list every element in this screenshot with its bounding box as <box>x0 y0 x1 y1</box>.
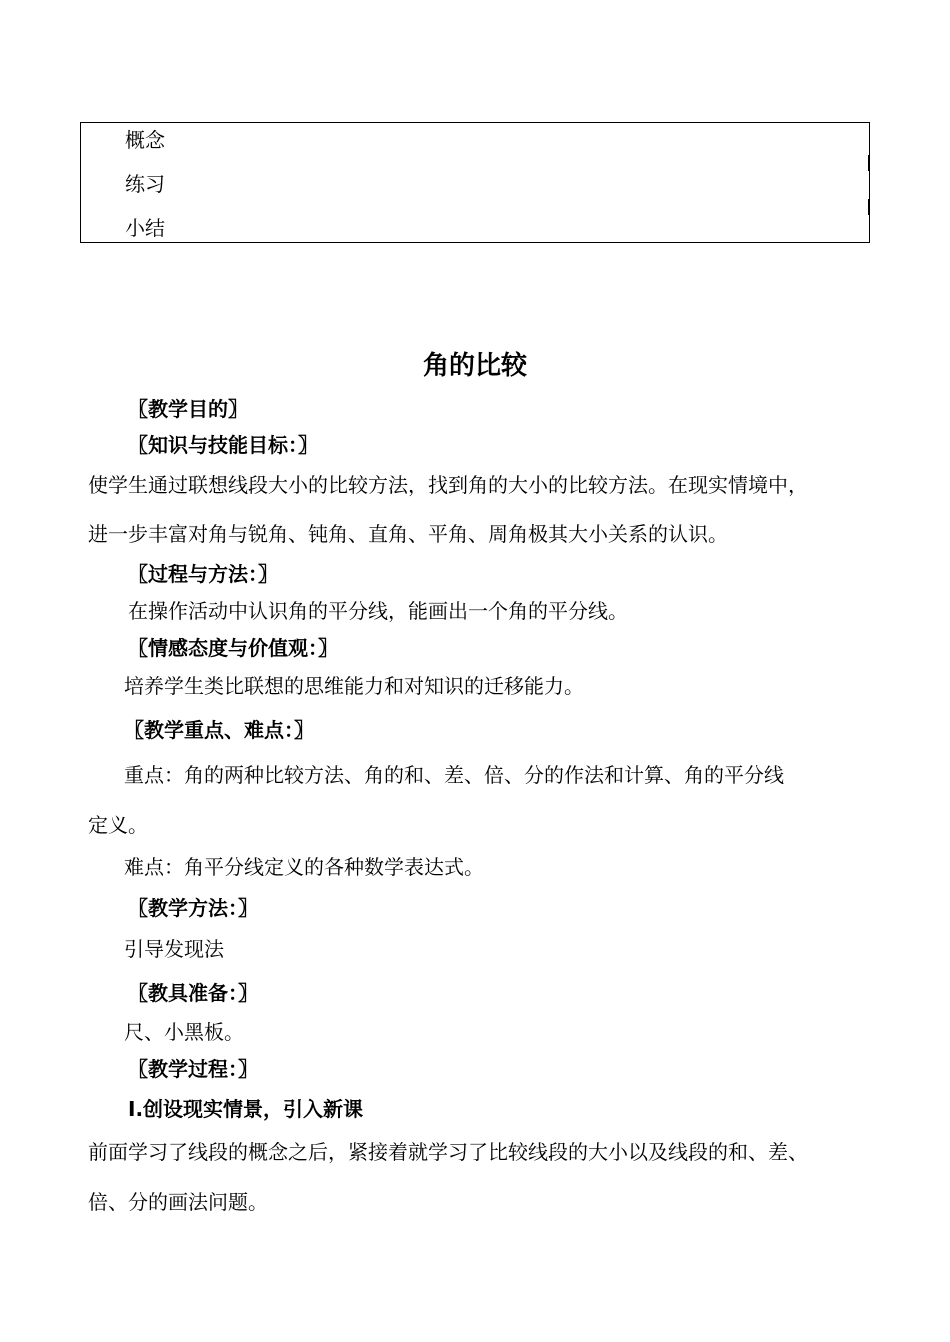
tools-heading: 〖教具准备：〗 <box>128 981 258 1005</box>
border-mark <box>868 199 870 215</box>
procedure-heading: 〖教学过程：〗 <box>128 1057 258 1081</box>
outline-item-exercise: 练习 <box>125 172 165 196</box>
difficulty-text: 难点：角平分线定义的各种数学表达式。 <box>124 855 484 879</box>
outline-item-summary: 小结 <box>125 216 165 240</box>
knowledge-text-line-1: 使学生通过联想线段大小的比较方法，找到角的大小的比较方法。在现实情境中， <box>88 473 808 497</box>
outline-box <box>80 122 870 243</box>
section1-text-line-1: 前面学习了线段的概念之后，紧接着就学习了比较线段的大小以及线段的和、差、 <box>88 1140 808 1164</box>
border-mark <box>868 155 870 171</box>
page-title: 角的比较 <box>422 351 527 381</box>
emotion-heading: 〖情感态度与价值观：〗 <box>128 636 338 660</box>
keypoints-text-line-1: 重点：角的两种比较方法、角的和、差、倍、分的作法和计算、角的平分线 <box>124 763 784 787</box>
outline-item-concept: 概念 <box>125 128 165 152</box>
keypoints-text-line-2: 定义。 <box>88 813 148 837</box>
knowledge-heading: 〖知识与技能目标：〗 <box>128 433 318 457</box>
emotion-text: 培养学生类比联想的思维能力和对知识的迁移能力。 <box>124 674 584 698</box>
process-text: 在操作活动中认识角的平分线，能画出一个角的平分线。 <box>128 599 628 623</box>
tools-text: 尺、小黑板。 <box>124 1020 244 1044</box>
section1-heading: Ⅰ.创设现实情景，引入新课 <box>128 1097 364 1121</box>
method-text: 引导发现法 <box>124 937 224 961</box>
knowledge-text-line-2: 进一步丰富对角与锐角、钝角、直角、平角、周角极其大小关系的认识。 <box>88 522 728 546</box>
method-heading: 〖教学方法：〗 <box>128 896 258 920</box>
process-heading: 〖过程与方法：〗 <box>128 562 278 586</box>
objectives-heading: 〖教学目的〗 <box>128 397 248 421</box>
section1-text-line-2: 倍、分的画法问题。 <box>88 1190 268 1214</box>
keypoints-heading: 〖教学重点、难点：〗 <box>124 718 314 742</box>
